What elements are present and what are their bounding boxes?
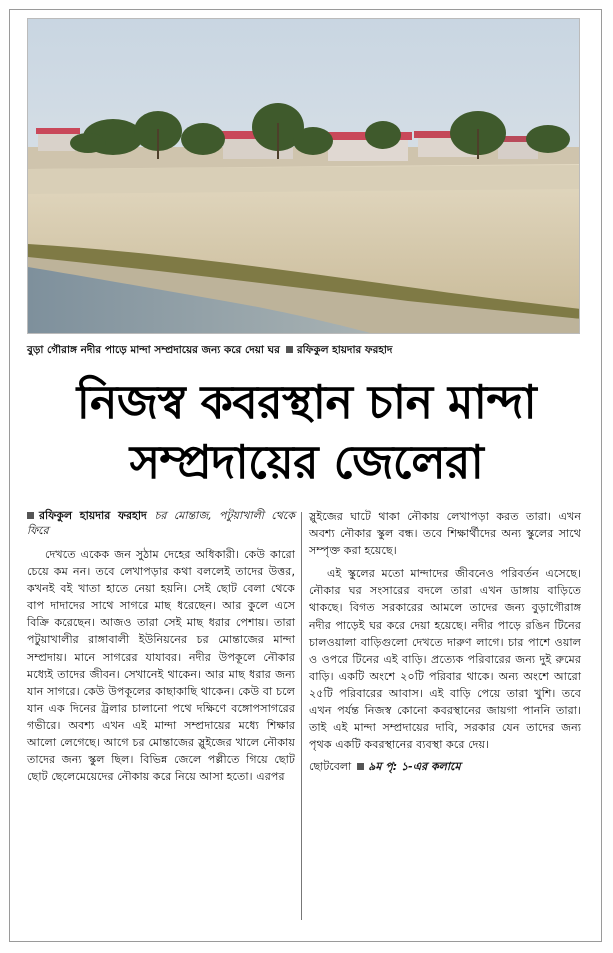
column-divider [301,512,302,920]
square-bullet-icon [286,346,293,353]
square-bullet-icon [27,512,34,519]
byline-author: রফিকুল হায়দার ফরহাদ [39,509,147,522]
square-bullet-icon [357,763,364,770]
headline-line-1: নিজস্ব কবরস্থান চান মান্দা [76,375,537,429]
headline-line-2: সম্প্রদায়ের জেলেরা [129,435,484,489]
article-paragraph: দেখতে একেক জন সুঠাম দেহের অধিকারী। কেউ কারো চেয়ে কম নন। তবে লেখাপড়ার কথা বললেই তাদের উত্তর, কখনই বই খাতা হাতে নেয়া হয়নি। সেই ছোট বেলা থেকে বাপ দাদাদের সাথে সাগরে মাছ ধরেছেন। আর কুলে এসে বিক্রি করেছেন। আজও তারা সেই মাছ ধরার পেশায়। তারা পটুয়াখালীর রাঙ্গাবালী ইউনিয়নের চর মোন্তাজের মান্দা সম্প্রদায়। মানে সাগরের যাযাবর। নদীর উপকূলে নৌকার মধ্যেই তাদের জীবন। সেখানেই থাকেন। আর মাছ ধরার জন্য যান সাগরে। কেউ উপকূলের কাছাকাছি থাকেন। কেউ বা চলে যান এক দিনের ট্রলার চালানো পথে দক্ষিণে বঙ্গোপসাগরের গভীরে। অবশ্য এখন এই মান্দা সম্প্রদায়ের মধ্যে শিক্ষার আলো লেগেছে। আগে চর মোন্তাজের স্লুইজের খালে নৌকায় তাদের জন্য স্কুল ছিল। বিভিন্ন জেলে পল্লীতে গিয়ে ছোট ছোট ছেলেমেয়েদের নৌকায় করে নিয়ে আসা হতো। এরপর [27,548,295,784]
article-column-right [309,508,581,774]
byline-location: চর মোন্তাজ, পটুয়াখালী থেকে ফিরে [27,509,295,537]
article-paragraph: স্লুইজের ঘাটে থাকা নৌকায় লেখাপড়া করত তারা। এখন অবশ্য নৌকার স্কুল বন্ধ। তবে শিক্ষার্থীদের অন্য স্কুলের সাথে সম্পৃক্ত করা হয়েছে। [309,510,581,558]
article-column-left [27,508,295,791]
headline [18,372,595,492]
caption-text: বুড়া গৌরাঙ্গ নদীর পাড়ে মান্দা সম্প্রদায়ের জন্য করে দেয়া ঘর [27,344,280,356]
caption-credit: রফিকুল হায়দার ফরহাদ [296,344,393,356]
continuation-label: ছোটবেলা [309,760,352,774]
continuation-ref: ৯ম পৃ: ১-এর কলামে [368,760,461,774]
continuation-note [309,759,581,774]
byline [27,508,295,538]
news-photo [27,18,580,334]
photo-caption [27,343,587,357]
photo-river-bank-village-icon [28,19,580,334]
article-paragraph: এই স্কুলের মতো মান্দাদের জীবনেও পরিবর্তন এসেছে। নৌকার ঘর সংসারের বদলে তারা এখন ডাঙ্গায় বাড়িতে থাকছে। বিগত সরকারের আমলে তাদের জন্য বুড়াগৌরাঙ্গ নদীর পাড়েই ঘর করে দেয়া হয়েছে। নদীর পাড়ে রঙিন টিনের চালওয়ালা বাড়িগুলো দেখতে দারুণ লাগে। চার পাশে ওয়াল ও ওপরে টিনের এই বাড়ি। প্রত্যেক পরিবারের জন্য দুই রুমের বাড়ি। একটি অংশে ২০টি পরিবার থাকে। অন্য অংশে আরো ২৫টি পরিবারের আবাস। এই বাড়ি পেয়ে তারা খুশি। তবে এখন পর্যন্ত নিজস্ব কোনো কবরস্থানের জায়গা পাননি তারা। তাই এই মান্দা সম্প্রদায়ের দাবি, সরকার যেন তাদের জন্য পৃথক একটি কবরস্থানের ব্যবস্থা করে দেয়। [309,567,581,752]
